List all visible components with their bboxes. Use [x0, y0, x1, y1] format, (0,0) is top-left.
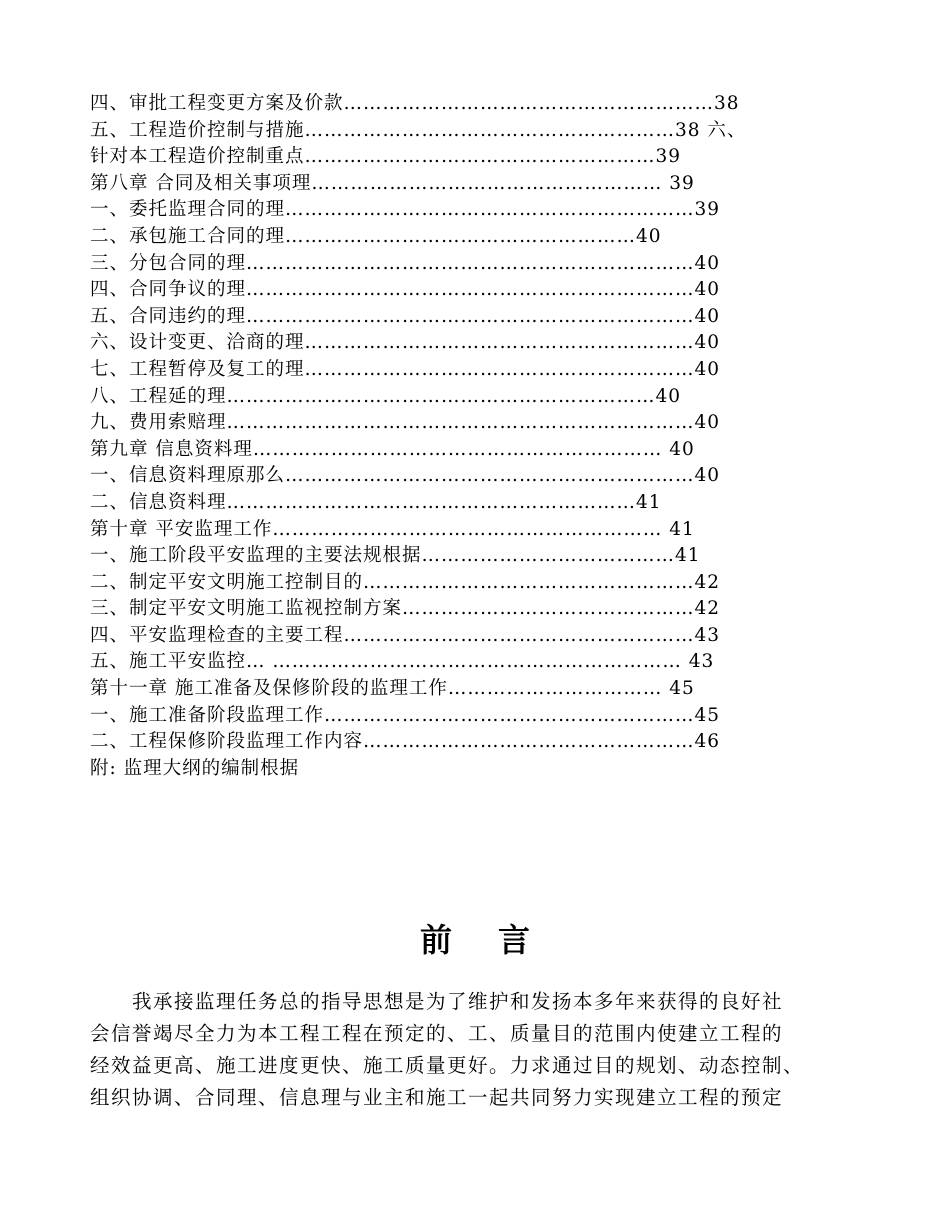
- toc-entry[interactable]: 一、委托监理合同的理………………………………………………………39: [90, 199, 721, 221]
- preface-heading: 前言: [419, 921, 576, 959]
- toc-entry[interactable]: 五、合同违约的理……………………………………………………………40: [90, 305, 721, 327]
- table-of-contents: [90, 91, 870, 782]
- toc-appendix-entry[interactable]: 附: 监理大纲的编制根据: [90, 757, 300, 779]
- toc-entry[interactable]: 二、工程保修阶段监理工作内容……………………………………………46: [90, 731, 721, 753]
- toc-entry[interactable]: 四、审批工程变更方案及价款…………………………………………………38: [90, 93, 740, 114]
- toc-entry[interactable]: 二、制定平安文明施工控制目的……………………………………………42: [90, 571, 721, 593]
- paragraph-line: 会信誉竭尽全力为本工程工程在预定的、工、质量目的范围内使建立工程的: [90, 1022, 784, 1045]
- toc-entry[interactable]: 一、信息资料理原那么………………………………………………………40: [90, 465, 721, 487]
- toc-chapter-entry[interactable]: 第八章 合同及相关事项理……………………………………………… 39: [90, 172, 695, 194]
- toc-entry[interactable]: 一、施工准备阶段监理工作…………………………………………………45: [90, 704, 721, 726]
- toc-entry[interactable]: 四、合同争议的理……………………………………………………………40: [90, 279, 721, 301]
- toc-entry[interactable]: 八、工程延的理…………………………………………………………40: [90, 385, 682, 407]
- toc-entry[interactable]: 五、工程造价控制与措施…………………………………………………38 六、: [90, 119, 747, 141]
- toc-entry[interactable]: 一、施工阶段平安监理的主要法规根据…………………………………41: [90, 545, 701, 567]
- preface-body: [90, 986, 875, 1114]
- toc-chapter-entry[interactable]: 第十一章 施工准备及保修阶段的监理工作…………………………… 45: [90, 678, 695, 700]
- toc-entry[interactable]: 二、信息资料理………………………………………………………41: [90, 491, 662, 513]
- toc-entry[interactable]: 七、工程暂停及复工的理……………………………………………………40: [90, 358, 721, 380]
- paragraph-line: 我承接监理任务总的指导思想是为了维护和发扬本多年来获得的良好社: [90, 990, 784, 1013]
- toc-entry[interactable]: 针对本工程造价控制重点………………………………………………39: [90, 146, 682, 168]
- toc-entry[interactable]: 六、设计变更、洽商的理……………………………………………………40: [90, 332, 721, 354]
- toc-entry[interactable]: 三、制定平安文明施工监视控制方案………………………………………42: [90, 598, 721, 620]
- toc-entry[interactable]: 四、平安监理检查的主要工程………………………………………………43: [90, 624, 721, 646]
- paragraph-line: 经效益更高、施工进度更快、施工质量更好。力求通过目的规划、动态控制、: [90, 1054, 805, 1077]
- toc-chapter-entry[interactable]: 第十章 平安监理工作…………………………………………………… 41: [90, 518, 695, 540]
- toc-entry[interactable]: 九、费用索赔理………………………………………………………………40: [90, 412, 721, 434]
- toc-entry[interactable]: 五、施工平安监控… ……………………………………………………… 43: [90, 651, 715, 673]
- toc-chapter-entry[interactable]: 第九章 信息资料理……………………………………………………… 40: [90, 438, 695, 460]
- paragraph-line: 组织协调、合同理、信息理与业主和施工一起共同努力实现建立工程的预定: [90, 1086, 784, 1109]
- toc-entry[interactable]: 二、承包施工合同的理………………………………………………40: [90, 225, 662, 247]
- toc-entry[interactable]: 三、分包合同的理……………………………………………………………40: [90, 252, 721, 274]
